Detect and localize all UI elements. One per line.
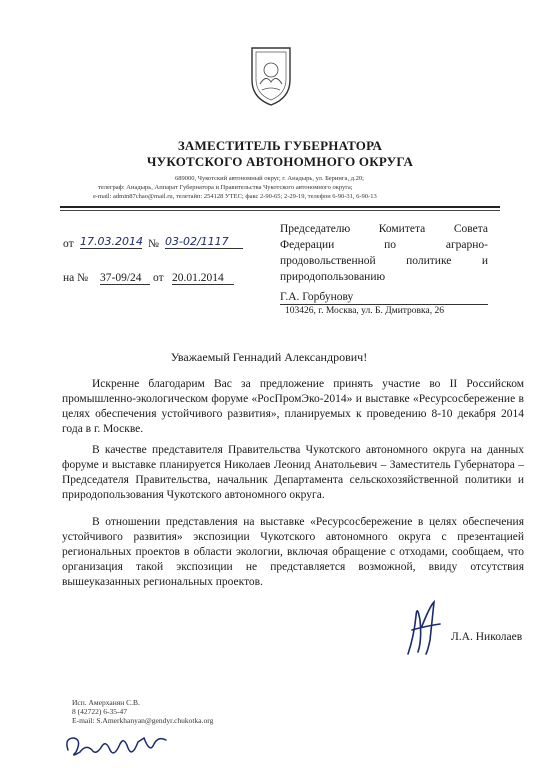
recipient-underline xyxy=(280,304,488,305)
letterhead-address-line2: телеграф: Анадырь, Аппарат Губернатора и Правительства Чукотского автономного округа; xyxy=(98,184,353,191)
executor-phone: 8 (42722) 6-35-47 xyxy=(72,707,127,716)
executor-email: E-mail: S.Amerkhanyan@gendyr.chukotka.org xyxy=(72,716,214,725)
handwritten-initials xyxy=(62,728,172,762)
letterhead-address-line1: 689000, Чукотский автономный округ, г. Анадырь, ул. Беринга, д.20; xyxy=(175,175,364,182)
handwritten-signature xyxy=(400,596,450,656)
reference-date-prefix: от xyxy=(153,272,164,284)
letterhead-title-line1: ЗАМЕСТИТЕЛЬ ГУБЕРНАТОРА xyxy=(177,138,383,153)
number-prefix: № xyxy=(148,238,159,250)
recipient-address: 103426, г. Москва, ул. Б. Дмитровка, 26 xyxy=(285,306,444,316)
coat-of-arms-emblem xyxy=(248,44,294,108)
recipient-position: Председателю Комитета Совета Федерации по аграрно-продовольственной политике и природопользованию xyxy=(280,223,488,283)
signatory-name: Л.А. Николаев xyxy=(451,631,523,643)
letterhead-address-line3: e-mail: admin87chao@mail.ru, телетайп: 254128 УТЕС; факс 2-90-65; 2-29-19, телефон 6-90-31, 6-90-13 xyxy=(93,193,377,200)
reference-number: 37-09/24 xyxy=(100,272,150,285)
letter-greeting: Уважаемый Геннадий Александрович! xyxy=(170,350,368,364)
letterhead-divider-thin xyxy=(60,210,500,211)
letter-paragraph-1: Искренне благодарим Вас за предложение принять участие во II Российском промышленно-экологическом форуме «РосПромЭко-2014» и выставке «Ресурсосбережение в целях обеспечения устойчивого развития», планируемых к проведению 8-10 декабря 2014 года в г. Москве. xyxy=(62,378,524,435)
letterhead-divider xyxy=(60,206,500,208)
reference-date: 20.01.2014 xyxy=(172,272,234,285)
recipient-name: Г.А. Горбунову xyxy=(280,291,354,303)
executor-name: Исп. Амерханян С.В. xyxy=(72,698,140,707)
outgoing-date: 17.03.2014 xyxy=(80,235,143,248)
letter-paragraph-3: В отношении представления на выставке «Ресурсосбережение в целях обеспечения устойчивого развития» экспозиции Чукотского автономного округа с презентацией региональных проектов в области экологии, включая обращение с отходами, сообщаем, что организация такой экспозиции не представляется возможной, ввиду отсутствия вышеуказанных региональных проектов. xyxy=(62,516,524,588)
outgoing-number: 03-02/1117 xyxy=(165,235,243,249)
letter-paragraph-2: В качестве представителя Правительства Чукотского автономного округа на данных форуме и выставке планируется Николаев Леонид Анатольевич – Заместитель Губернатора – Председателя Правительства, начальник Департамента сельскохозяйственной политики и природопользования Чукотского автономного округа. xyxy=(62,444,524,501)
letterhead-title-line2: ЧУКОТСКОГО АВТОНОМНОГО ОКРУГА xyxy=(146,154,414,169)
reference-prefix: на № xyxy=(63,272,89,284)
date-prefix: от xyxy=(63,238,74,250)
